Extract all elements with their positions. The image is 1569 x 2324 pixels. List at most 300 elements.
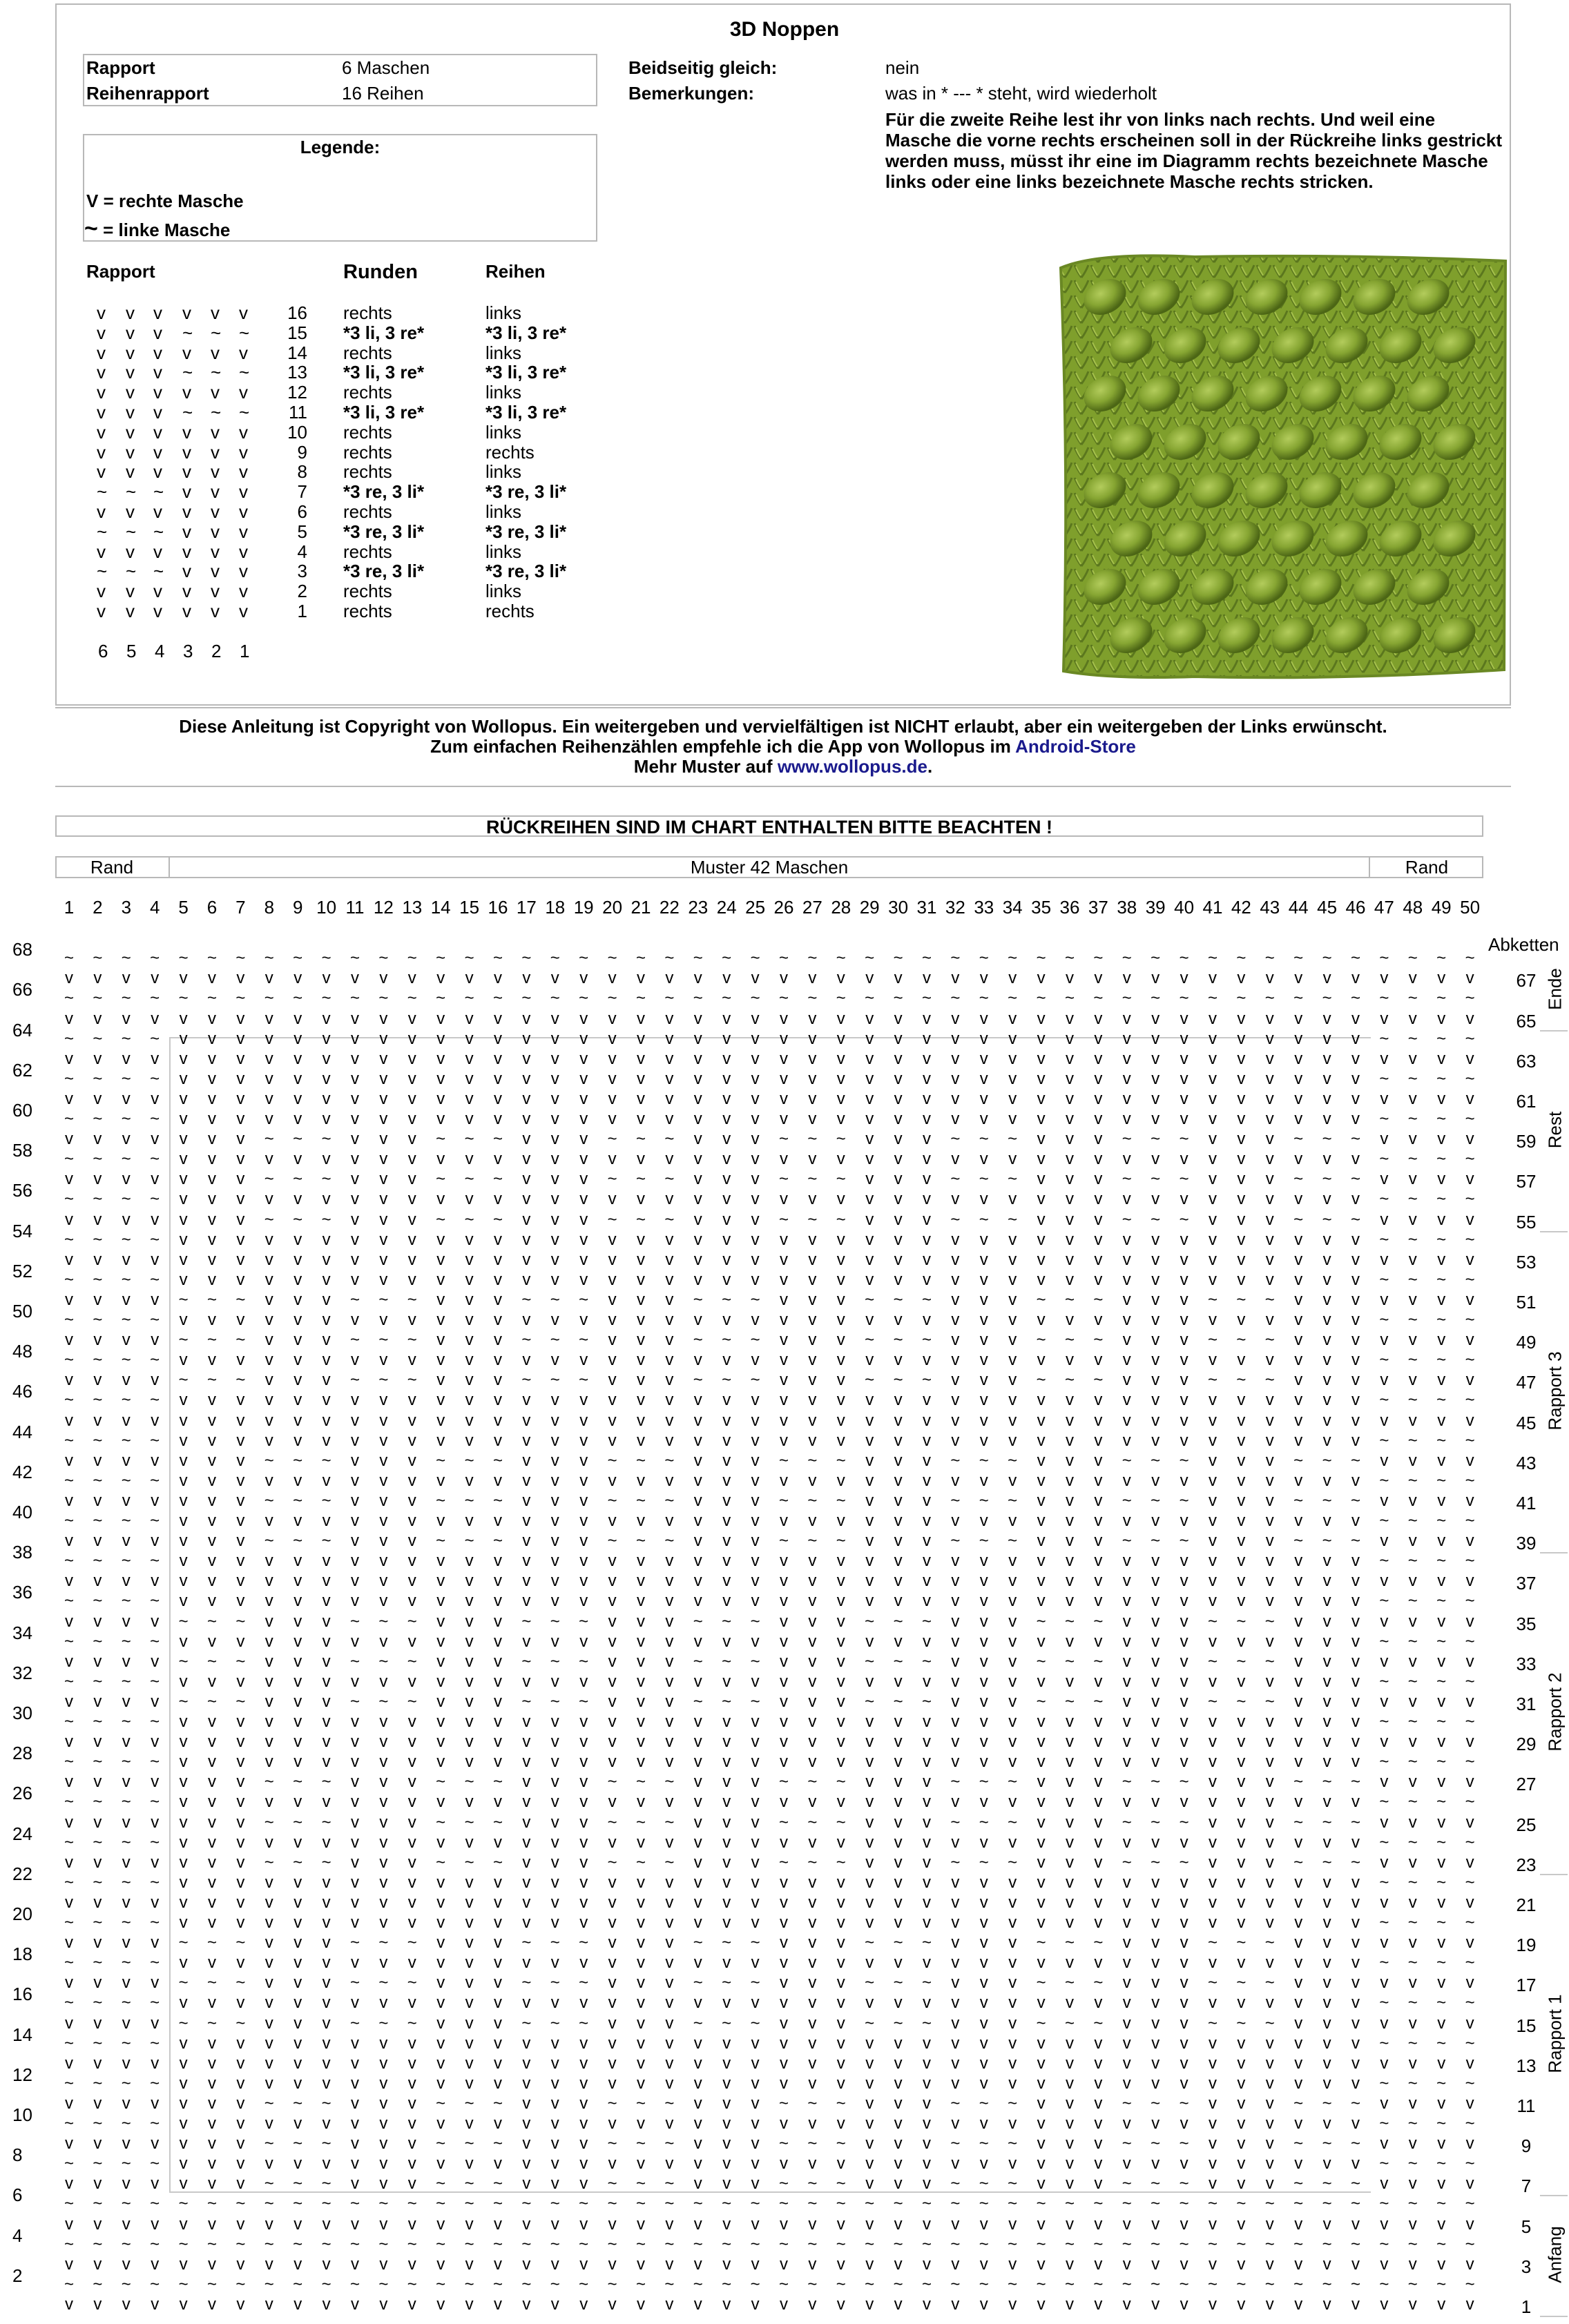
knit-stitch: v: [808, 1011, 816, 1027]
knit-stitch: v: [551, 1453, 559, 1469]
section-label: Rest: [1545, 1061, 1566, 1199]
knit-stitch: v: [494, 1191, 502, 1208]
knit-stitch: v: [1380, 2256, 1388, 2273]
purl-stitch: ~: [836, 1131, 846, 1148]
knit-stitch: v: [1008, 1232, 1017, 1248]
purl-stitch: ~: [950, 2196, 960, 2212]
purl-stitch: ~: [179, 1614, 189, 1630]
knit-stitch: v: [579, 1855, 588, 1871]
knit-stitch: v: [1094, 1895, 1102, 1911]
knit-stitch: v: [436, 1051, 445, 1067]
purl-stitch: ~: [664, 1814, 674, 1831]
purl-stitch: ~: [779, 1493, 789, 1509]
purl-stitch: ~: [1122, 1131, 1132, 1148]
knit-stitch: v: [751, 1895, 760, 1911]
knit-stitch: v: [1151, 2296, 1159, 2313]
knit-stitch: v: [808, 1553, 816, 1569]
key-reihen: *3 li, 3 re*: [485, 363, 566, 381]
knit-stitch: v: [436, 2156, 445, 2172]
knit-stitch: v: [665, 1031, 673, 1047]
purl-stitch: ~: [407, 1332, 417, 1348]
knit-stitch: v: [1008, 2115, 1017, 2132]
purl-stitch: ~: [1122, 2276, 1132, 2293]
wollopus-link[interactable]: www.wollopus.de: [778, 756, 927, 777]
info-divider-line: [55, 707, 1511, 708]
purl-stitch: ~: [293, 1774, 302, 1790]
knit-stitch: v: [1209, 2156, 1217, 2172]
knit-stitch: v: [293, 1031, 302, 1047]
knit-stitch: v: [236, 2055, 244, 2072]
purl-stitch: ~: [378, 1654, 388, 1670]
purl-stitch: ~: [922, 1372, 932, 1388]
knit-stitch: v: [379, 1272, 387, 1288]
knit-stitch: v: [923, 2075, 931, 2092]
purl-stitch: ~: [1351, 1533, 1360, 1549]
purl-stitch: ~: [150, 950, 160, 967]
knit-stitch: v: [951, 1392, 959, 1408]
knit-stitch: v: [208, 2115, 216, 2132]
knit-stitch: v: [265, 2296, 273, 2313]
knit-stitch: v: [1066, 1834, 1074, 1851]
knit-stitch: v: [751, 1754, 760, 1770]
purl-stitch: ~: [950, 1814, 960, 1831]
knit-stitch: v: [722, 1171, 731, 1188]
knit-stitch: v: [980, 1312, 988, 1328]
purl-stitch: ~: [1293, 1171, 1303, 1188]
key-symbol: v: [239, 562, 248, 580]
knit-stitch: v: [436, 1553, 445, 1569]
knit-stitch: v: [122, 1694, 131, 1710]
knit-stitch: v: [1123, 970, 1131, 987]
knit-stitch: v: [323, 1734, 331, 1750]
purl-stitch: ~: [1122, 990, 1132, 1007]
knit-stitch: v: [1008, 1915, 1017, 1931]
knit-stitch: v: [1066, 1553, 1074, 1569]
row-number-left: 58: [12, 1141, 32, 1159]
knit-stitch: v: [751, 1553, 760, 1569]
knit-stitch: v: [1323, 1091, 1331, 1107]
knit-stitch: v: [151, 1935, 159, 1951]
key-symbol: ~: [153, 483, 164, 501]
row-number-right: 21: [1517, 1896, 1537, 1914]
knit-stitch: v: [180, 1433, 188, 1449]
knit-stitch: v: [379, 1071, 387, 1087]
knit-stitch: v: [522, 1834, 530, 1851]
purl-stitch: ~: [608, 1171, 617, 1188]
purl-stitch: ~: [922, 990, 932, 1007]
purl-stitch: ~: [322, 2236, 331, 2253]
knit-stitch: v: [865, 1473, 874, 1489]
knit-stitch: v: [436, 1975, 445, 1991]
knit-stitch: v: [208, 1151, 216, 1168]
purl-stitch: ~: [1408, 2276, 1418, 2293]
knit-stitch: v: [293, 1794, 302, 1810]
knit-stitch: v: [1008, 1372, 1017, 1388]
purl-stitch: ~: [1122, 1453, 1132, 1469]
knit-stitch: v: [408, 2256, 416, 2273]
knit-stitch: v: [1037, 1875, 1046, 1891]
purl-stitch: ~: [1436, 1995, 1446, 2011]
knit-stitch: v: [665, 1593, 673, 1609]
knit-stitch: v: [379, 1714, 387, 1730]
knit-stitch: v: [293, 1332, 302, 1348]
knit-stitch: v: [894, 1071, 903, 1087]
knit-stitch: v: [951, 1111, 959, 1127]
knit-stitch: v: [293, 1674, 302, 1690]
knit-stitch: v: [1008, 1272, 1017, 1288]
purl-stitch: ~: [807, 1493, 817, 1509]
knit-stitch: v: [379, 1131, 387, 1148]
purl-stitch: ~: [807, 1814, 817, 1831]
knit-stitch: v: [408, 1513, 416, 1529]
purl-stitch: ~: [608, 2196, 617, 2212]
knit-stitch: v: [522, 1392, 530, 1408]
knit-stitch: v: [522, 2176, 530, 2192]
knit-stitch: v: [579, 1352, 588, 1368]
knit-stitch: v: [208, 1131, 216, 1148]
knit-stitch: v: [1351, 2055, 1360, 2072]
knit-stitch: v: [579, 2115, 588, 2132]
knit-stitch: v: [1351, 1312, 1360, 1328]
knit-stitch: v: [551, 1413, 559, 1429]
knit-stitch: v: [465, 1654, 474, 1670]
knit-stitch: v: [208, 1634, 216, 1650]
purl-stitch: ~: [922, 2196, 932, 2212]
knit-stitch: v: [1323, 1252, 1331, 1268]
knit-stitch: v: [1237, 1533, 1245, 1549]
purl-stitch: ~: [521, 990, 531, 1007]
knit-stitch: v: [1151, 1654, 1159, 1670]
knit-stitch: v: [694, 1493, 702, 1509]
knit-stitch: v: [1151, 1955, 1159, 1971]
key-reihen: *3 re, 3 li*: [485, 483, 566, 501]
purl-stitch: ~: [93, 1433, 102, 1449]
knit-stitch: v: [1266, 1955, 1274, 1971]
note-line-1: Für die zweite Reihe lest ihr von links nach rechts. Und weil eine: [885, 110, 1435, 128]
purl-stitch: ~: [979, 2196, 989, 2212]
knit-stitch: v: [436, 2015, 445, 2032]
knit-stitch: v: [1323, 1191, 1331, 1208]
knit-stitch: v: [837, 1634, 845, 1650]
knit-stitch: v: [665, 1654, 673, 1670]
knit-stitch: v: [837, 1071, 845, 1087]
knit-stitch: v: [780, 1593, 788, 1609]
knit-stitch: v: [1323, 970, 1331, 987]
purl-stitch: ~: [779, 1855, 789, 1871]
knit-stitch: v: [1037, 1091, 1046, 1107]
knit-stitch: v: [1066, 1493, 1074, 1509]
knit-stitch: v: [293, 1272, 302, 1288]
purl-stitch: ~: [779, 2276, 789, 2293]
knit-stitch: v: [894, 1011, 903, 1027]
purl-stitch: ~: [664, 990, 674, 1007]
knit-stitch: v: [951, 1875, 959, 1891]
knit-stitch: v: [894, 2136, 903, 2152]
row-number-left: 22: [12, 1865, 32, 1883]
knit-stitch: v: [951, 1654, 959, 1670]
column-number: 42: [1231, 898, 1251, 916]
knit-stitch: v: [265, 970, 273, 987]
purl-stitch: ~: [322, 1533, 331, 1549]
purl-stitch: ~: [407, 2276, 417, 2293]
knit-stitch: v: [951, 2075, 959, 2092]
knit-stitch: v: [408, 1453, 416, 1469]
knit-stitch: v: [180, 1413, 188, 1429]
knit-stitch: v: [637, 1915, 645, 1931]
purl-stitch: ~: [493, 1855, 503, 1871]
knit-stitch: v: [351, 2055, 359, 2072]
knit-stitch: v: [180, 1272, 188, 1288]
purl-stitch: ~: [493, 1814, 503, 1831]
knit-stitch: v: [923, 1473, 931, 1489]
knit-stitch: v: [1180, 1252, 1188, 1268]
knit-stitch: v: [1437, 2095, 1445, 2112]
key-runden: rechts: [343, 582, 392, 600]
knit-stitch: v: [293, 1915, 302, 1931]
knit-stitch: v: [408, 1473, 416, 1489]
knit-stitch: v: [665, 1895, 673, 1911]
knit-stitch: v: [837, 1654, 845, 1670]
knit-stitch: v: [951, 970, 959, 987]
purl-stitch: ~: [150, 2035, 160, 2052]
knit-stitch: v: [694, 2075, 702, 2092]
knit-stitch: v: [579, 1312, 588, 1328]
knit-stitch: v: [522, 1151, 530, 1168]
key-symbol: ~: [239, 324, 249, 342]
knit-stitch: v: [865, 1855, 874, 1871]
knit-stitch: v: [1094, 1011, 1102, 1027]
knit-stitch: v: [665, 970, 673, 987]
key-symbol: ~: [126, 483, 136, 501]
knit-stitch: v: [151, 1734, 159, 1750]
purl-stitch: ~: [1065, 950, 1075, 967]
knit-stitch: v: [351, 2136, 359, 2152]
knit-stitch: v: [208, 1674, 216, 1690]
purl-stitch: ~: [1436, 1272, 1446, 1288]
knit-stitch: v: [465, 1392, 474, 1408]
knit-stitch: v: [665, 1473, 673, 1489]
knit-stitch: v: [1409, 1051, 1417, 1067]
purl-stitch: ~: [150, 1593, 160, 1609]
purl-stitch: ~: [150, 1634, 160, 1650]
knit-stitch: v: [1380, 2095, 1388, 2112]
knit-stitch: v: [265, 1292, 273, 1308]
knit-stitch: v: [436, 970, 445, 987]
purl-stitch: ~: [722, 1694, 731, 1710]
purl-stitch: ~: [865, 1372, 874, 1388]
knit-stitch: v: [465, 1372, 474, 1388]
knit-stitch: v: [1237, 1051, 1245, 1067]
purl-stitch: ~: [1351, 950, 1360, 967]
knit-stitch: v: [1294, 2075, 1302, 2092]
knit-stitch: v: [694, 1674, 702, 1690]
purl-stitch: ~: [322, 1493, 331, 1509]
knit-stitch: v: [1151, 1794, 1159, 1810]
knit-stitch: v: [1037, 1674, 1046, 1690]
column-number: 21: [631, 898, 651, 916]
key-runden: rechts: [343, 503, 392, 521]
knit-stitch: v: [865, 1212, 874, 1228]
knit-stitch: v: [494, 1352, 502, 1368]
knit-stitch: v: [1151, 2075, 1159, 2092]
knit-stitch: v: [265, 1614, 273, 1630]
purl-stitch: ~: [693, 1654, 703, 1670]
knit-stitch: v: [579, 1151, 588, 1168]
knit-stitch: v: [323, 2075, 331, 2092]
purl-stitch: ~: [1208, 1332, 1217, 1348]
purl-stitch: ~: [1379, 1392, 1389, 1408]
purl-stitch: ~: [122, 2115, 131, 2132]
knit-stitch: v: [265, 1392, 273, 1408]
knit-stitch: v: [1209, 1051, 1217, 1067]
knit-stitch: v: [722, 2156, 731, 2172]
purl-stitch: ~: [64, 1312, 74, 1328]
key-runden: *3 re, 3 li*: [343, 562, 424, 580]
purl-stitch: ~: [1465, 1031, 1475, 1047]
knit-stitch: v: [951, 1895, 959, 1911]
knit-stitch: v: [808, 2015, 816, 2032]
knit-stitch: v: [637, 1754, 645, 1770]
knit-stitch: v: [751, 2176, 760, 2192]
knit-stitch: v: [494, 1292, 502, 1308]
knit-stitch: v: [1380, 1372, 1388, 1388]
knit-stitch: v: [323, 2216, 331, 2233]
knit-stitch: v: [980, 1995, 988, 2011]
knit-stitch: v: [1351, 1272, 1360, 1288]
knit-stitch: v: [65, 2015, 73, 2032]
purl-stitch: ~: [64, 1272, 74, 1288]
knit-stitch: v: [1437, 1051, 1445, 1067]
knit-stitch: v: [608, 1272, 617, 1288]
knit-stitch: v: [293, 1734, 302, 1750]
knit-stitch: v: [522, 2156, 530, 2172]
knit-stitch: v: [1466, 2136, 1474, 2152]
purl-stitch: ~: [1122, 1774, 1132, 1790]
knit-stitch: v: [865, 1493, 874, 1509]
knit-stitch: v: [436, 1794, 445, 1810]
knit-stitch: v: [265, 1754, 273, 1770]
knit-stitch: v: [1037, 1071, 1046, 1087]
knit-stitch: v: [1323, 1111, 1331, 1127]
purl-stitch: ~: [636, 1855, 646, 1871]
knit-stitch: v: [665, 1091, 673, 1107]
knit-stitch: v: [1380, 1654, 1388, 1670]
knit-stitch: v: [122, 1614, 131, 1630]
knit-stitch: v: [1123, 1794, 1131, 1810]
purl-stitch: ~: [950, 2095, 960, 2112]
knit-stitch: v: [293, 2075, 302, 2092]
knit-stitch: v: [1409, 2256, 1417, 2273]
android-store-link[interactable]: Android-Store: [1015, 736, 1136, 757]
purl-stitch: ~: [122, 1272, 131, 1288]
knit-stitch: v: [1466, 2296, 1474, 2313]
key-runden: rechts: [343, 463, 392, 481]
purl-stitch: ~: [407, 990, 417, 1007]
knit-stitch: v: [379, 1493, 387, 1509]
knit-stitch: v: [579, 1834, 588, 1851]
knit-stitch: v: [579, 2256, 588, 2273]
knit-stitch: v: [722, 1553, 731, 1569]
knit-stitch: v: [722, 1051, 731, 1067]
knit-stitch: v: [323, 1111, 331, 1127]
knit-stitch: v: [323, 1332, 331, 1348]
knit-stitch: v: [1151, 1252, 1159, 1268]
purl-stitch: ~: [1293, 1212, 1303, 1228]
knit-stitch: v: [379, 1593, 387, 1609]
purl-stitch: ~: [521, 1935, 531, 1951]
knit-stitch: v: [1266, 2035, 1274, 2052]
knit-stitch: v: [522, 1754, 530, 1770]
knit-stitch: v: [408, 1834, 416, 1851]
knit-stitch: v: [379, 2075, 387, 2092]
knit-stitch: v: [1409, 2216, 1417, 2233]
purl-stitch: ~: [807, 2236, 817, 2253]
key-symbol: v: [153, 344, 162, 362]
knit-stitch: v: [265, 1191, 273, 1208]
purl-stitch: ~: [1208, 1654, 1217, 1670]
key-symbol: ~: [126, 523, 136, 541]
purl-stitch: ~: [493, 1774, 503, 1790]
row-number-right: 11: [1517, 2097, 1536, 2115]
knit-stitch: v: [1351, 1794, 1360, 1810]
knit-stitch: v: [351, 970, 359, 987]
knit-stitch: v: [1294, 1292, 1302, 1308]
knit-stitch: v: [65, 1774, 73, 1790]
row-number-right: 39: [1517, 1534, 1537, 1552]
knit-stitch: v: [665, 1272, 673, 1288]
knit-stitch: v: [93, 1131, 102, 1148]
purl-stitch: ~: [950, 1453, 960, 1469]
column-number: 23: [688, 898, 708, 916]
knit-stitch: v: [1066, 1734, 1074, 1750]
knit-stitch: v: [236, 1915, 244, 1931]
knit-stitch: v: [465, 1513, 474, 1529]
knit-stitch: v: [1151, 1734, 1159, 1750]
knit-stitch: v: [494, 1694, 502, 1710]
purl-stitch: ~: [207, 1654, 217, 1670]
knit-stitch: v: [722, 1774, 731, 1790]
key-symbol: v: [126, 423, 135, 441]
knit-stitch: v: [465, 1332, 474, 1348]
purl-stitch: ~: [179, 950, 189, 967]
purl-stitch: ~: [1379, 2035, 1389, 2052]
knit-stitch: v: [694, 1714, 702, 1730]
knit-stitch: v: [236, 1513, 244, 1529]
key-symbol: v: [126, 602, 135, 620]
purl-stitch: ~: [93, 1593, 102, 1609]
knit-stitch: v: [722, 1191, 731, 1208]
knit-stitch: v: [923, 1071, 931, 1087]
knit-stitch: v: [1209, 2296, 1217, 2313]
knit-stitch: v: [694, 2176, 702, 2192]
knit-stitch: v: [122, 970, 131, 987]
knit-stitch: v: [551, 1151, 559, 1168]
column-number: 20: [602, 898, 622, 916]
purl-stitch: ~: [950, 1533, 960, 1549]
knit-stitch: v: [208, 2156, 216, 2172]
purl-stitch: ~: [350, 950, 360, 967]
purl-stitch: ~: [122, 1111, 131, 1127]
knit-stitch: v: [494, 1252, 502, 1268]
knit-stitch: v: [665, 1553, 673, 1569]
knit-stitch: v: [951, 2035, 959, 2052]
knit-stitch: v: [722, 2216, 731, 2233]
purl-stitch: ~: [693, 2236, 703, 2253]
purl-stitch: ~: [1037, 1614, 1046, 1630]
knit-stitch: v: [1151, 1091, 1159, 1107]
rand-left-label: Rand: [55, 858, 169, 876]
knit-stitch: v: [1351, 1995, 1360, 2011]
